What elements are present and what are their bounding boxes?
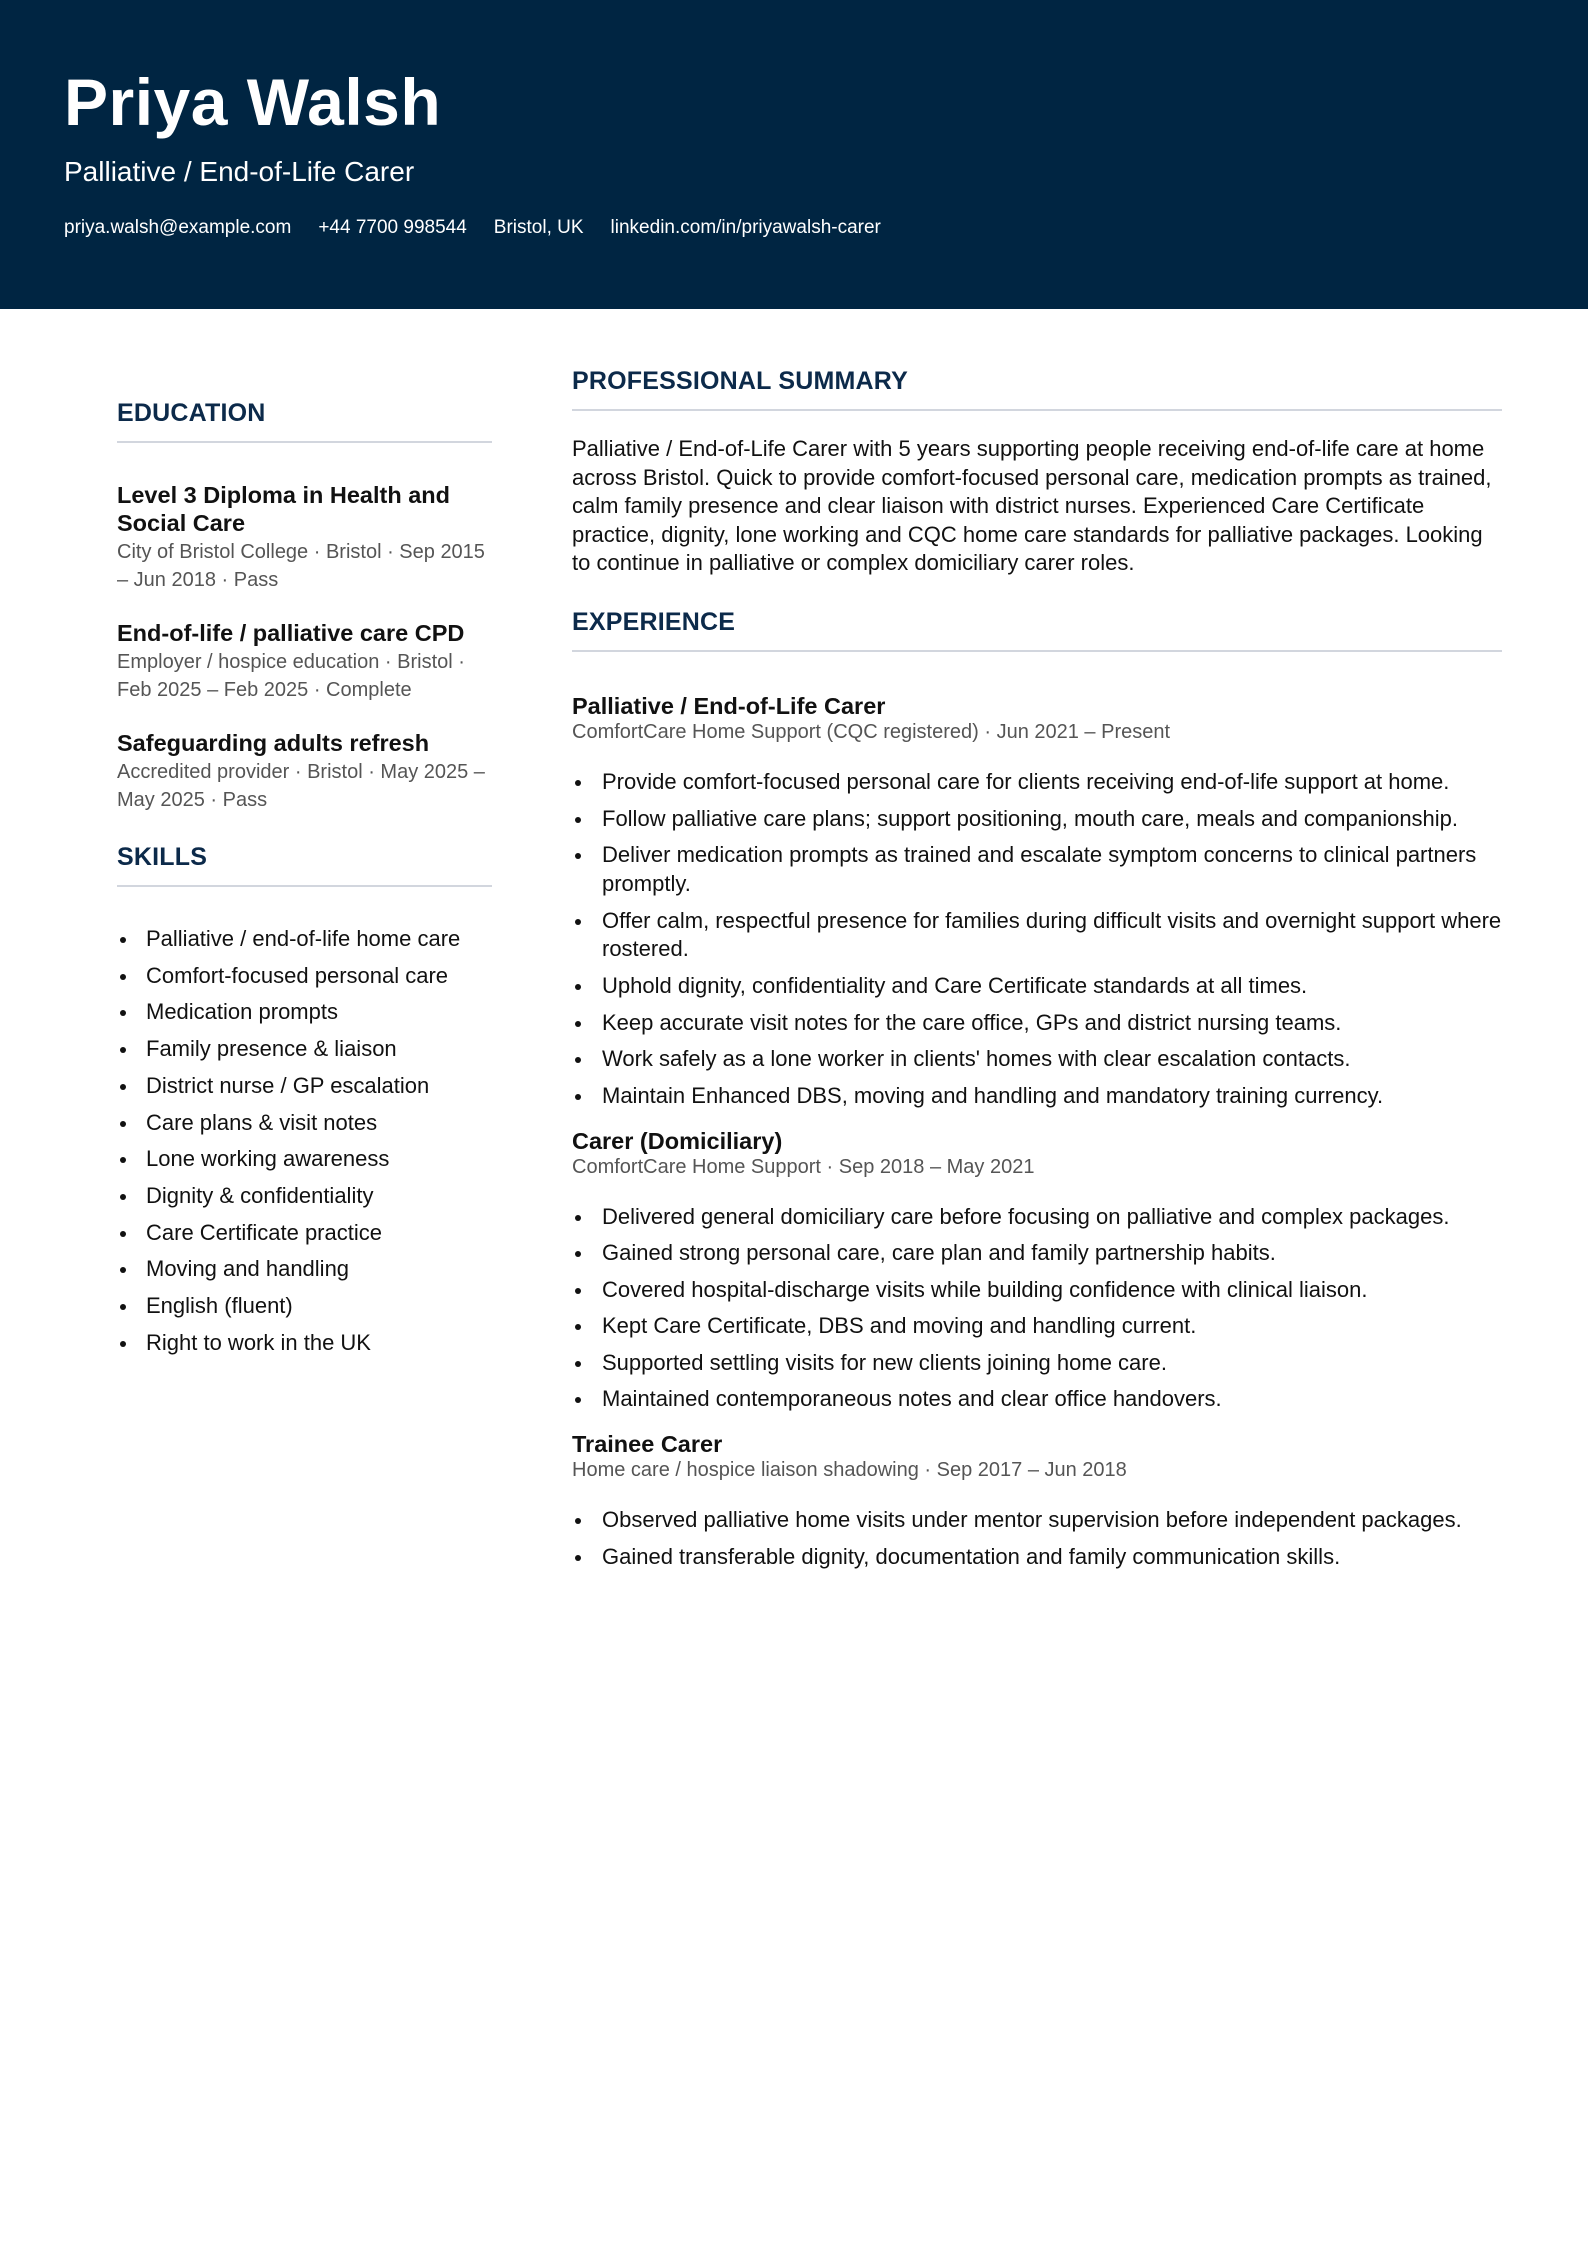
- job-bullet: Offer calm, respectful presence for families during difficult visits and overnight support where rostered.: [572, 907, 1502, 965]
- experience-list: [572, 692, 1502, 1572]
- skill-item: Comfort-focused personal care: [117, 958, 492, 995]
- skill-item: Moving and handling: [117, 1251, 492, 1288]
- skill-item: Right to work in the UK: [117, 1325, 492, 1362]
- contact-phone[interactable]: +44 7700 998544: [318, 217, 467, 238]
- experience-heading: EXPERIENCE: [572, 604, 1502, 652]
- skill-item: Family presence & liaison: [117, 1031, 492, 1068]
- summary-text: Palliative / End-of-Life Carer with 5 years supporting people receiving end-of-life care at home across Bristol. Quick to provide comfort-focused personal care, medication prompts as trained, calm family presence and clear liaison with district nurses. Experienced Care Certificate practice, dignity, lone working and CQC home care standards for palliative packages. Looking to continue in palliative or complex domiciliary carer roles.: [572, 436, 1492, 576]
- job-meta: ComfortCare Home Support (CQC registered) · Jun 2021 – Present: [572, 720, 1171, 743]
- skill-item: Lone working awareness: [117, 1141, 492, 1178]
- job-bullet: Gained strong personal care, care plan and family partnership habits.: [572, 1239, 1502, 1268]
- candidate-name: Priya Walsh: [64, 65, 442, 139]
- job-bullet: Follow palliative care plans; support positioning, mouth care, meals and companionship.: [572, 805, 1502, 834]
- education-item: [117, 619, 492, 704]
- education-title: Level 3 Diploma in Health and Social Care: [117, 482, 450, 536]
- job-bullet: Maintain Enhanced DBS, moving and handling and mandatory training currency.: [572, 1082, 1502, 1111]
- job-meta: Home care / hospice liaison shadowing · Sep 2017 – Jun 2018: [572, 1459, 1127, 1482]
- job-bullets: [572, 768, 1502, 1111]
- job-meta: ComfortCare Home Support · Sep 2018 – May 2021: [572, 1155, 1035, 1178]
- summary-heading: PROFESSIONAL SUMMARY: [572, 363, 1502, 411]
- education-title: End-of-life / palliative care CPD: [117, 620, 465, 646]
- job-entry: [572, 1127, 1502, 1415]
- job-bullet: Gained transferable dignity, documentation and family communication skills.: [572, 1543, 1502, 1572]
- job-bullet: Covered hospital-discharge visits while building confidence with clinical liaison.: [572, 1276, 1502, 1305]
- skill-item: Care Certificate practice: [117, 1215, 492, 1252]
- education-item: [117, 729, 492, 814]
- job-bullet: Provide comfort-focused personal care for clients receiving end-of-life support at home.: [572, 768, 1502, 797]
- job-bullet: Keep accurate visit notes for the care office, GPs and district nursing teams.: [572, 1009, 1502, 1038]
- job-bullet: Supported settling visits for new clients joining home care.: [572, 1349, 1502, 1378]
- education-list: [117, 481, 492, 814]
- job-bullets: [572, 1506, 1502, 1571]
- education-meta: Accredited provider · Bristol · May 2025 – May 2025 · Pass: [117, 761, 485, 811]
- education-meta: Employer / hospice education · Bristol · Feb 2025 – Feb 2025 · Complete: [117, 651, 465, 701]
- job-bullet: Work safely as a lone worker in clients' homes with clear escalation contacts.: [572, 1045, 1502, 1074]
- job-bullet: Observed palliative home visits under mentor supervision before independent packages.: [572, 1506, 1502, 1535]
- contact-linkedin[interactable]: linkedin.com/in/priyawalsh-carer: [610, 217, 881, 238]
- skill-item: District nurse / GP escalation: [117, 1068, 492, 1105]
- skill-item: English (fluent): [117, 1288, 492, 1325]
- skill-item: Medication prompts: [117, 994, 492, 1031]
- skill-item: Palliative / end-of-life home care: [117, 921, 492, 958]
- job-bullet: Maintained contemporaneous notes and clear office handovers.: [572, 1385, 1502, 1414]
- education-item: [117, 481, 492, 594]
- job-title: Carer (Domiciliary): [572, 1127, 783, 1154]
- skill-item: Dignity & confidentiality: [117, 1178, 492, 1215]
- job-bullets: [572, 1203, 1502, 1415]
- job-bullet: Delivered general domiciliary care before focusing on palliative and complex packages.: [572, 1203, 1502, 1232]
- left-column: [117, 395, 492, 1361]
- job-title: Palliative / End-of-Life Carer: [572, 692, 886, 719]
- education-meta: City of Bristol College · Bristol · Sep 2015 – Jun 2018 · Pass: [117, 541, 485, 591]
- job-bullet: Kept Care Certificate, DBS and moving and handling current.: [572, 1312, 1502, 1341]
- education-heading: EDUCATION: [117, 395, 492, 443]
- skills-heading: SKILLS: [117, 839, 492, 887]
- skills-list: [117, 921, 492, 1361]
- job-title: Trainee Carer: [572, 1431, 723, 1458]
- contact-row: [64, 215, 881, 241]
- skill-item: Care plans & visit notes: [117, 1105, 492, 1142]
- resume-header: [0, 0, 1588, 309]
- education-title: Safeguarding adults refresh: [117, 730, 430, 756]
- job-bullet: Uphold dignity, confidentiality and Care Certificate standards at all times.: [572, 972, 1502, 1001]
- contact-email[interactable]: priya.walsh@example.com: [64, 217, 292, 238]
- job-bullet: Deliver medication prompts as trained and escalate symptom concerns to clinical partners promptly.: [572, 841, 1502, 899]
- job-entry: [572, 1430, 1502, 1571]
- contact-location: Bristol, UK: [493, 217, 584, 238]
- job-entry: [572, 692, 1502, 1111]
- right-column: [572, 363, 1502, 1588]
- candidate-role: Palliative / End-of-Life Carer: [64, 156, 415, 187]
